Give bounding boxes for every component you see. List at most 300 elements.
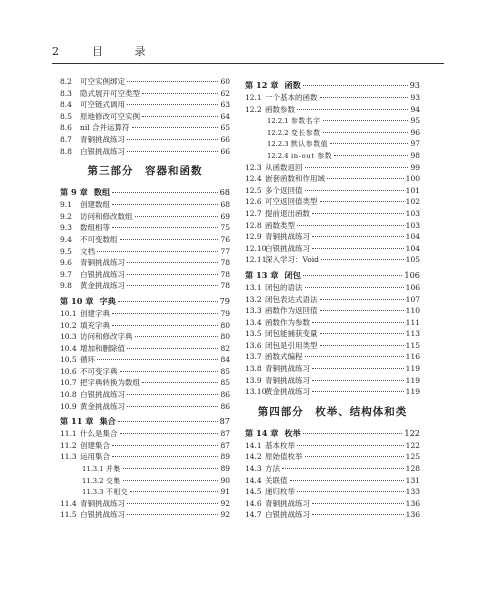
entry-page: 95 [410, 116, 420, 126]
entry-title: in-out 参数 [291, 151, 333, 160]
entry-page: 63 [220, 100, 230, 110]
entry-page: 68 [219, 187, 230, 198]
toc-section[interactable] [60, 308, 230, 320]
dot-leader [97, 251, 218, 252]
entry-number: 12.2.1 [267, 117, 289, 126]
toc-section[interactable] [245, 498, 420, 510]
dot-leader [323, 132, 409, 133]
entry-title: 不可变字典 [80, 366, 118, 376]
entry-number: 10.5 [60, 355, 77, 365]
entry-title: 黄金挑战练习 [80, 401, 125, 411]
page-title: 目 录 [92, 45, 160, 58]
dot-leader [320, 97, 409, 98]
entry-title: 参数名字 [291, 117, 321, 126]
entry-page: 101 [405, 185, 420, 195]
entry-page: 90 [220, 475, 230, 485]
entry-page: 84 [220, 355, 230, 365]
entry-number: 9.4 [60, 234, 72, 244]
entry-title: 创建字典 [80, 308, 110, 318]
entry-page: 66 [220, 134, 230, 144]
toc-section[interactable] [60, 320, 230, 332]
dot-leader [297, 491, 404, 492]
dot-leader [127, 274, 218, 275]
toc-section[interactable] [245, 363, 420, 375]
entry-number: 12.4 [245, 174, 262, 184]
toc-section[interactable] [245, 305, 420, 317]
dot-leader [297, 445, 404, 446]
toc-right-column [245, 76, 420, 521]
toc-section[interactable] [245, 282, 420, 294]
entry-title: 创建集合 [80, 440, 110, 450]
dot-leader [127, 503, 218, 504]
entry-title: 默认参数值 [291, 140, 328, 149]
entry-title: 数组 [93, 187, 111, 198]
entry-page: 75 [220, 223, 230, 233]
toc-chapter[interactable] [60, 414, 230, 428]
entry-page: 87 [219, 416, 230, 427]
toc-section[interactable] [245, 220, 420, 232]
toc-section[interactable] [245, 317, 420, 329]
entry-title: 青铜挑战练习 [265, 364, 310, 374]
entry-page: 131 [405, 475, 420, 485]
entry-page: 111 [405, 317, 420, 327]
entry-title: 可空链式调用 [80, 100, 125, 110]
toc-section[interactable] [245, 486, 420, 498]
dot-leader [320, 333, 404, 334]
dot-leader [120, 371, 219, 372]
entry-number: 12.7 [245, 208, 262, 218]
entry-page: 106 [404, 269, 420, 280]
dot-leader [312, 213, 404, 214]
entry-page: 60 [220, 77, 230, 86]
dot-leader [127, 104, 218, 105]
entry-number: 8.7 [60, 134, 72, 144]
dot-leader [120, 239, 219, 240]
entry-title: 文档 [80, 246, 95, 256]
toc-section[interactable] [60, 428, 230, 440]
entry-page: 113 [405, 329, 420, 339]
dot-leader [127, 406, 218, 407]
dot-leader [118, 301, 218, 302]
entry-page: 85 [220, 378, 230, 388]
entry-title: 多个返回值 [265, 185, 303, 195]
toc-section[interactable] [245, 440, 420, 452]
dot-leader [112, 313, 218, 314]
entry-page: 85 [220, 366, 230, 376]
entry-title: 白银挑战练习 [80, 510, 125, 520]
toc-chapter[interactable] [60, 294, 230, 308]
dot-leader [320, 299, 404, 300]
entry-page: 82 [220, 343, 230, 353]
entry-title: 黄金挑战练习 [80, 281, 125, 291]
dot-leader [282, 468, 404, 469]
entry-number: 14.4 [245, 475, 262, 485]
entry-page: 68 [220, 200, 230, 210]
toc-section[interactable] [60, 401, 230, 413]
entry-number: 14.6 [245, 498, 262, 508]
entry-title: 变长参数 [291, 128, 321, 137]
entry-number: 12.2.4 [267, 151, 289, 160]
dot-leader [123, 480, 219, 481]
toc-chapter[interactable] [245, 78, 420, 92]
toc-section[interactable] [60, 234, 230, 246]
toc-section[interactable] [60, 377, 230, 389]
entry-title: 函数作为返回值 [265, 306, 318, 316]
entry-page: 78 [220, 258, 230, 268]
entry-page: 104 [405, 243, 420, 253]
entry-number: 13.1 [245, 282, 262, 292]
toc-chapter[interactable] [245, 268, 420, 282]
dot-leader [303, 433, 402, 434]
entry-number: 8.8 [60, 146, 72, 156]
entry-title: 填充字典 [80, 320, 110, 330]
dot-leader [312, 368, 404, 369]
entry-page: 119 [405, 387, 420, 397]
entry-number: 14.5 [245, 487, 262, 497]
entry-page: 103 [405, 220, 420, 230]
entry-page: 116 [405, 352, 420, 362]
entry-page: 77 [220, 246, 230, 256]
entry-number: 第 13 章 [245, 269, 279, 280]
entry-title: 青铜挑战练习 [265, 232, 310, 242]
toc-section[interactable] [245, 231, 420, 243]
entry-title: 不可变数组 [80, 234, 118, 244]
entry-number: 12.1 [245, 93, 262, 102]
toc-subsection[interactable] [60, 475, 230, 487]
part-heading: 第三部分 容器和函数 [87, 165, 203, 178]
entry-title: nil 合并运算符 [80, 123, 130, 133]
entry-number: 10.7 [60, 378, 77, 388]
entry-page: 102 [405, 197, 420, 207]
toc-section[interactable] [245, 185, 420, 197]
part-heading: 第四部分 枚举、结构体和类 [257, 405, 408, 418]
toc-section[interactable] [245, 173, 420, 185]
dot-leader [303, 275, 402, 276]
entry-page: 89 [220, 464, 230, 474]
dot-leader [312, 322, 404, 323]
entry-title: 函数 [284, 80, 301, 90]
dot-leader [305, 287, 404, 288]
dot-leader [127, 285, 218, 286]
toc-section[interactable] [245, 196, 420, 208]
toc-section[interactable] [245, 386, 420, 398]
entry-title: 闭包 [284, 269, 301, 280]
entry-title: 深入学习：Void [265, 255, 319, 265]
entry-title: 函数式编程 [265, 352, 303, 362]
entry-page: 76 [220, 234, 230, 244]
toc-subsection[interactable] [245, 138, 420, 150]
entry-number: 14.3 [245, 464, 262, 474]
toc-subsection[interactable] [245, 127, 420, 139]
dot-leader [112, 325, 218, 326]
entry-number: 8.4 [60, 100, 72, 110]
dot-leader [330, 143, 408, 144]
entry-title: 青铜挑战练习 [80, 134, 125, 144]
entry-page: 128 [405, 464, 420, 474]
toc-section[interactable] [60, 331, 230, 343]
entry-number: 第 10 章 [60, 295, 94, 306]
dot-leader [127, 394, 218, 395]
entry-page: 97 [410, 139, 420, 149]
entry-title: 递归枚举 [265, 487, 295, 497]
entry-page: 98 [410, 150, 420, 160]
dot-leader [142, 93, 218, 94]
entry-number: 10.8 [60, 390, 77, 400]
entry-number: 13.10 [245, 387, 267, 397]
entry-page: 69 [220, 211, 230, 221]
entry-page: 96 [410, 127, 420, 137]
entry-page: 104 [405, 232, 420, 242]
entry-number: 9.1 [60, 200, 72, 210]
toc-section[interactable] [245, 162, 420, 174]
entry-number: 14.1 [245, 440, 262, 450]
dot-leader [142, 382, 218, 383]
dot-leader [127, 151, 218, 152]
entry-number: 11.3 [60, 452, 77, 462]
dot-leader [312, 248, 404, 249]
toc-section[interactable] [60, 111, 230, 123]
entry-number: 12.10 [245, 243, 267, 253]
toc-section[interactable] [60, 134, 230, 146]
dot-leader [135, 336, 219, 337]
entry-title: 青铜挑战练习 [265, 498, 310, 508]
entry-number: 11.5 [60, 510, 77, 520]
toc-section[interactable] [245, 475, 420, 487]
entry-number: 10.4 [60, 343, 77, 353]
entry-title: 增加和删除值 [80, 343, 125, 353]
entry-number: 14.7 [245, 510, 262, 520]
entry-page: 87 [220, 429, 230, 439]
dot-leader [142, 116, 218, 117]
entry-title: 黄金挑战练习 [265, 387, 310, 397]
entry-number: 11.4 [60, 498, 77, 508]
toc-section[interactable] [60, 88, 230, 100]
dot-leader [323, 120, 409, 121]
entry-page: 122 [405, 440, 420, 450]
entry-number: 8.3 [60, 88, 72, 98]
entry-title: 原地修改可空实例 [80, 111, 140, 121]
dot-leader [112, 445, 218, 446]
dot-leader [305, 167, 409, 168]
dot-leader [130, 491, 218, 492]
entry-title: 闭包的语法 [265, 282, 303, 292]
entry-number: 12.3 [245, 162, 262, 172]
toc-section[interactable] [245, 92, 420, 104]
dot-leader [290, 480, 404, 481]
toc-section[interactable] [60, 257, 230, 269]
entry-number: 12.2 [245, 104, 262, 114]
entry-title: 访问和修改字典 [80, 332, 133, 342]
dot-leader [112, 192, 217, 193]
toc-section[interactable] [245, 340, 420, 352]
entry-title: 字典 [99, 295, 116, 306]
entry-number: 13.2 [245, 294, 262, 304]
entry-number: 10.6 [60, 366, 77, 376]
entry-page: 92 [220, 498, 230, 508]
entry-title: 一个基本的函数 [265, 93, 318, 102]
toc-section[interactable] [60, 146, 230, 158]
toc-section[interactable] [245, 243, 420, 255]
dot-leader [327, 178, 404, 179]
dot-leader [305, 456, 404, 457]
entry-title: 枚举 [284, 427, 301, 438]
toc-subsection[interactable] [245, 150, 420, 162]
toc-section[interactable] [60, 509, 230, 521]
toc-section[interactable] [245, 351, 420, 363]
dot-leader [305, 356, 404, 357]
entry-title: 方法 [265, 464, 280, 474]
entry-page: 89 [220, 452, 230, 462]
entry-title: 可空实例绑定 [80, 77, 125, 86]
entry-page: 93 [410, 93, 420, 102]
dot-leader [127, 262, 218, 263]
entry-page: 115 [405, 340, 420, 350]
entry-number: 11.3.3 [82, 488, 104, 497]
toc-chapter[interactable] [245, 426, 420, 440]
dot-leader [127, 139, 218, 140]
entry-number: 9.6 [60, 258, 72, 268]
toc-left-column [60, 76, 230, 521]
entry-page: 78 [220, 281, 230, 291]
dot-leader [123, 468, 219, 469]
toc-section[interactable] [60, 246, 230, 258]
entry-page: 87 [220, 440, 230, 450]
entry-number: 8.6 [60, 123, 72, 133]
entry-title: 白银挑战练习 [80, 269, 125, 279]
dot-leader [312, 391, 404, 392]
page-header [52, 44, 444, 60]
entry-number: 9.7 [60, 269, 72, 279]
toc-section[interactable] [245, 463, 420, 475]
entry-title: 闭包是引用类型 [265, 340, 318, 350]
dot-leader [120, 433, 219, 434]
entry-number: 13.8 [245, 364, 262, 374]
entry-title: 把字典转换为数组 [80, 378, 140, 388]
entry-title: 并集 [106, 465, 121, 474]
dot-leader [297, 225, 404, 226]
entry-title: 青铜挑战练习 [80, 498, 125, 508]
entry-number: 10.2 [60, 320, 77, 330]
entry-title: 从函数返回 [265, 162, 303, 172]
entry-page: 125 [405, 452, 420, 462]
entry-title: 集合 [99, 416, 116, 427]
entry-page: 99 [410, 162, 420, 172]
dot-leader [112, 204, 218, 205]
entry-title: 运用集合 [80, 452, 110, 462]
entry-number: 13.9 [245, 375, 262, 385]
entry-title: 隐式展开可空类型 [80, 88, 140, 98]
entry-number: 12.8 [245, 220, 262, 230]
entry-title: 创建数组 [80, 200, 110, 210]
entry-number: 10.9 [60, 401, 77, 411]
entry-number: 13.3 [245, 306, 262, 316]
entry-page: 94 [410, 104, 420, 114]
dot-leader [303, 85, 408, 86]
dot-leader [112, 227, 218, 228]
toc-section[interactable] [60, 122, 230, 134]
toc-section[interactable] [60, 199, 230, 211]
toc-section[interactable] [60, 389, 230, 401]
dot-leader [127, 81, 218, 82]
toc-subsection[interactable] [245, 115, 420, 127]
toc-section[interactable] [60, 269, 230, 281]
toc-section[interactable] [60, 354, 230, 366]
dot-leader [97, 359, 218, 360]
entry-page: 80 [220, 320, 230, 330]
toc-section[interactable] [60, 76, 230, 88]
entry-title: 函数作为参数 [265, 317, 310, 327]
entry-page: 86 [220, 401, 230, 411]
entry-page: 92 [220, 510, 230, 520]
entry-title: 访问和修改数组 [80, 211, 133, 221]
dot-leader [321, 259, 404, 260]
toc-section[interactable] [245, 294, 420, 306]
entry-number: 12.6 [245, 197, 262, 207]
entry-title: 可空返回值类型 [265, 197, 318, 207]
toc-section[interactable] [60, 343, 230, 355]
entry-page: 64 [220, 111, 230, 121]
entry-number: 11.1 [60, 429, 77, 439]
toc-section[interactable] [60, 280, 230, 292]
toc-section[interactable] [245, 254, 420, 266]
entry-title: 原始值枚举 [265, 452, 303, 462]
entry-page: 106 [405, 282, 420, 292]
entry-title: 闭包表达式语法 [265, 294, 318, 304]
toc-section[interactable] [245, 208, 420, 220]
entry-number: 13.5 [245, 329, 262, 339]
entry-title: 提前退出函数 [265, 208, 310, 218]
entry-number: 11.3.2 [82, 476, 104, 485]
entry-page: 119 [405, 364, 420, 374]
entry-page: 122 [404, 427, 420, 438]
toc-section[interactable] [60, 440, 230, 452]
entry-number: 第 11 章 [60, 416, 94, 427]
toc-section[interactable] [245, 451, 420, 463]
toc-section[interactable] [60, 451, 230, 463]
toc-section[interactable] [60, 99, 230, 111]
entry-number: 12.11 [245, 255, 267, 265]
toc-section[interactable] [245, 328, 420, 340]
toc-section[interactable] [245, 375, 420, 387]
entry-title: 青铜挑战练习 [80, 258, 125, 268]
toc-section[interactable] [60, 366, 230, 378]
toc-subsection[interactable] [60, 486, 230, 498]
entry-title: 闭包能捕获变量 [265, 329, 318, 339]
toc-section[interactable] [60, 222, 230, 234]
entry-title: 白银挑战练习 [80, 146, 125, 156]
entry-number: 13.4 [245, 317, 262, 327]
dot-leader [135, 216, 219, 217]
toc-section[interactable] [60, 498, 230, 510]
toc-section[interactable] [245, 104, 420, 116]
entry-title: 函数参数 [265, 104, 295, 114]
dot-leader [297, 109, 408, 110]
toc-section[interactable] [245, 509, 420, 521]
entry-page: 136 [405, 510, 420, 520]
header-rule [52, 63, 444, 64]
entry-title: 白银挑战练习 [80, 390, 125, 400]
toc-subsection[interactable] [60, 463, 230, 475]
dot-leader [320, 310, 404, 311]
toc-chapter[interactable] [60, 185, 230, 199]
entry-title: 交集 [106, 476, 121, 485]
entry-page: 103 [405, 208, 420, 218]
entry-number: 8.2 [60, 77, 72, 86]
toc-section[interactable] [60, 211, 230, 223]
entry-number: 第 14 章 [245, 427, 279, 438]
entry-number: 13.7 [245, 352, 262, 362]
entry-title: 循环 [80, 355, 95, 365]
